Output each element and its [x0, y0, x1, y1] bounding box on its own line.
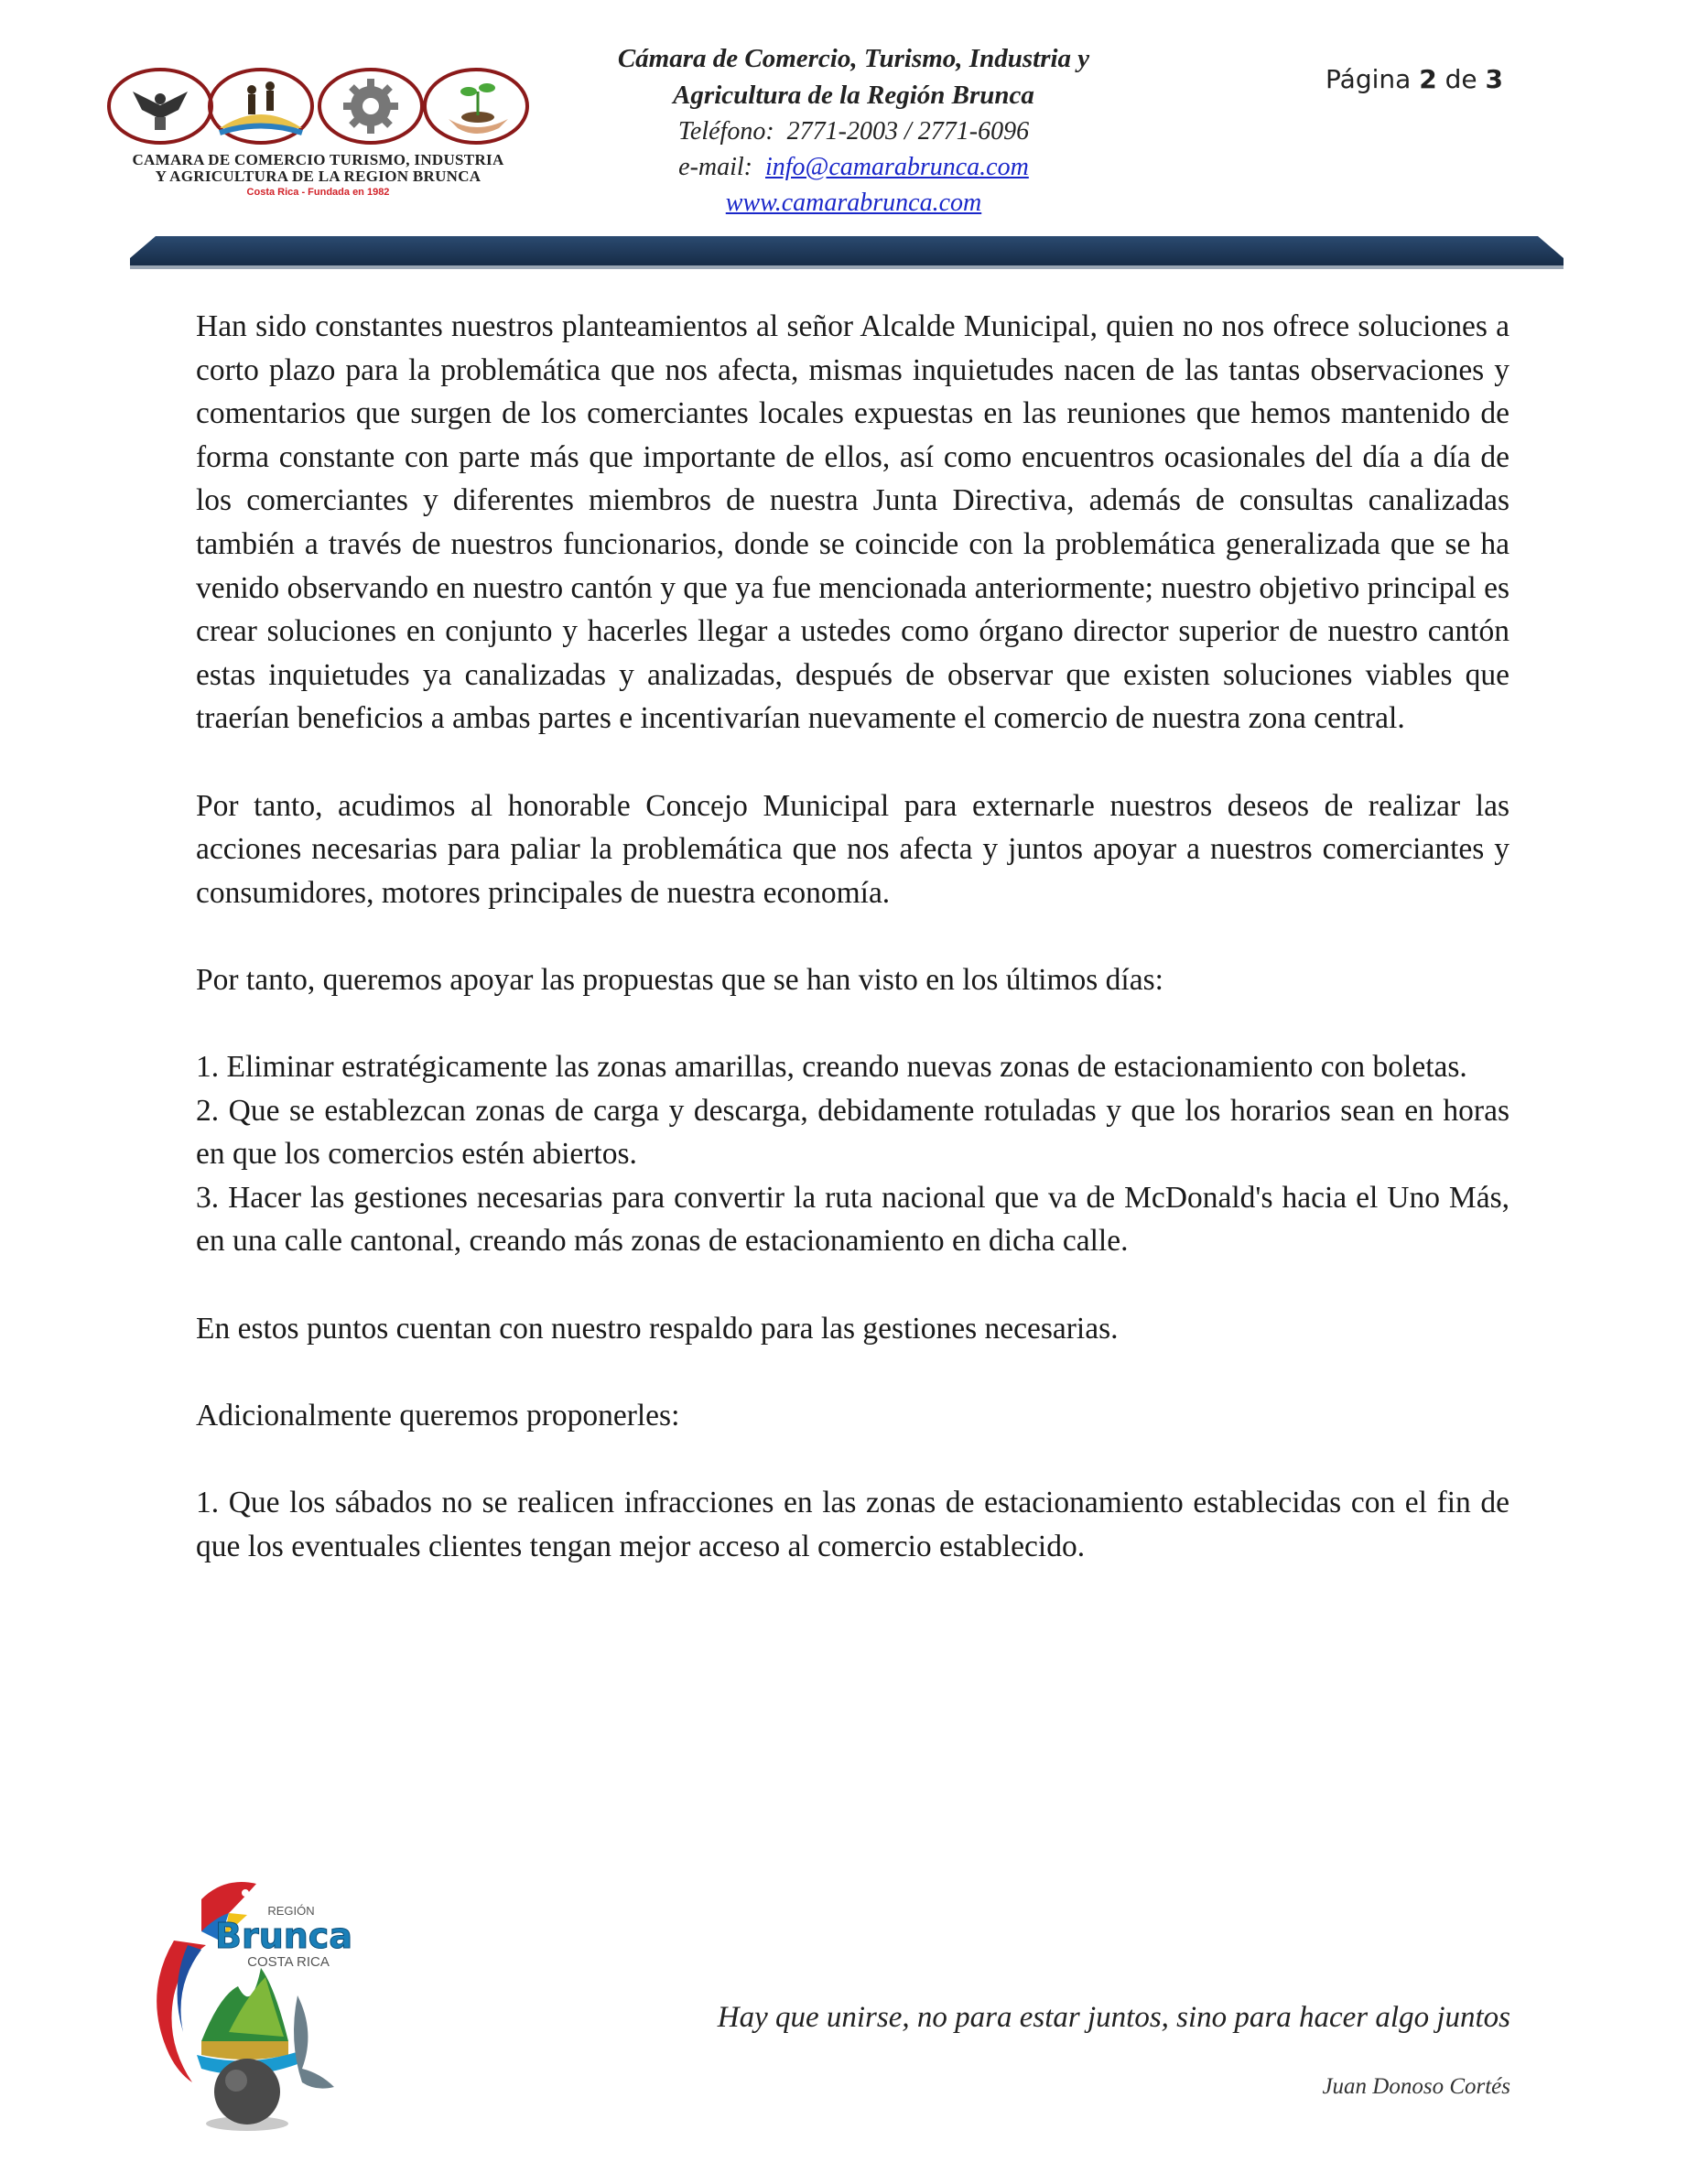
website-line	[513, 185, 1195, 221]
chamber-logo-name-line1: CAMARA DE COMERCIO TURISMO, INDUSTRIA	[132, 151, 504, 168]
whale-tail-icon	[294, 1995, 334, 2089]
letterhead	[513, 40, 1195, 221]
website-link[interactable]: www.camarabrunca.com	[725, 189, 982, 217]
organization-name-line1: Cámara de Comercio, Turismo, Industria y	[617, 44, 1090, 73]
chamber-logo-emblem	[105, 64, 531, 151]
footer-quote: Hay que unirse, no para estar juntos, sino para hacer algo juntos	[717, 2001, 1510, 2034]
logo-country-text: COSTA RICA	[247, 1954, 330, 1970]
red-swoosh-icon	[157, 1941, 206, 2082]
gear-icon	[343, 79, 398, 134]
letter-body	[196, 305, 1509, 1568]
chamber-logo-subtitle: Costa Rica - Fundada en 1982	[246, 187, 390, 198]
chamber-logo	[105, 64, 531, 211]
chamber-logo-name	[105, 152, 531, 185]
mountains-icon	[197, 1968, 302, 2074]
eagle-icon	[133, 92, 188, 130]
plant-hands-icon	[449, 83, 508, 134]
phone-line	[513, 114, 1195, 149]
logo-brunca-text: Brunca	[215, 1916, 352, 1956]
paragraph-5: Adicionalmente queremos proponerles:	[196, 1398, 680, 1433]
page-current: 2	[1419, 64, 1437, 94]
email-line	[513, 149, 1195, 185]
region-brunca-logo	[137, 1858, 357, 2133]
page-number	[1300, 64, 1529, 94]
additional-proposal-item: 1. Que los sábados no se realicen infracciones en las zonas de estacionamiento establecidas con el fin de que los eventuales clientes tengan mejor acceso al comercio establecido.	[196, 1486, 1509, 1563]
proposal-list-item: 1. Eliminar estratégicamente las zonas amarillas, creando nuevas zonas de estacionamiento con boletas.	[196, 1050, 1467, 1085]
paragraph-2: Por tanto, acudimos al honorable Concejo Municipal para externarle nuestros deseos de realizar las acciones necesarias para paliar la problemática que nos afecta y juntos apoyar a nuestros comerciantes y consumidores, motores principales de nuestra economía.	[196, 788, 1509, 910]
proposal-list-item: 2. Que se establezcan zonas de carga y descarga, debidamente rotuladas y que los horarios sean en horas en que los comercios estén abiertos.	[196, 1093, 1509, 1172]
page-label: Página	[1326, 64, 1412, 94]
header-divider-bar	[128, 231, 1565, 273]
paragraph-1: Han sido constantes nuestros planteamientos al señor Alcalde Municipal, quien no nos ofrece soluciones a corto plazo para la problemática que nos afecta, mismas inquietudes nacen de las tantas observaciones y comentarios que surgen de los comerciantes locales expuestas en las reuniones que hemos mantenido de forma constante con parte más que importante de ellos, así como encuentros ocasionales del día a día de los comerciantes y diferentes miembros de nuestra Junta Directiva, además de consultas canalizadas también a través de nuestros funcionarios, donde se coincide con la problemática generalizada que se ha venido observando en nuestro cantón y que ya fue mencionada anteriormente; nuestro objetivo principal es crear soluciones en conjunto y hacerles llegar a ustedes como órgano director superior de nuestro cantón estas inquietudes ya canalizadas y analizadas, después de observar que existen soluciones viables que traerían beneficios a ambas partes e incentivarían nuevamente el comercio de nuestra zona central.	[196, 309, 1509, 736]
email-label: e-mail:	[678, 153, 752, 181]
page-total: 3	[1485, 64, 1503, 94]
logo-region-text: REGIÓN	[267, 1904, 315, 1918]
phone-label: Teléfono:	[677, 117, 774, 146]
phone-value: 2771-2003 / 2771-6096	[786, 117, 1030, 146]
hikers-icon	[220, 81, 302, 133]
footer-quote-author: Juan Donoso Cortés	[1322, 2074, 1510, 2099]
page-of: de	[1445, 64, 1477, 94]
proposal-list-item: 3. Hacer las gestiones necesarias para convertir la ruta nacional que va de McDonald's hacia el Uno Más, en una calle cantonal, creando más zonas de estacionamiento en dicha calle.	[196, 1180, 1509, 1259]
organization-name-line2: Agricultura de la Región Brunca	[673, 81, 1034, 110]
chamber-logo-name-line2: Y AGRICULTURA DE LA REGION BRUNCA	[155, 168, 482, 185]
paragraph-4: En estos puntos cuentan con nuestro respaldo para las gestiones necesarias.	[196, 1311, 1119, 1346]
paragraph-3: Por tanto, queremos apoyar las propuestas que se han visto en los últimos días:	[196, 962, 1163, 997]
email-link[interactable]: info@camarabrunca.com	[765, 153, 1029, 181]
